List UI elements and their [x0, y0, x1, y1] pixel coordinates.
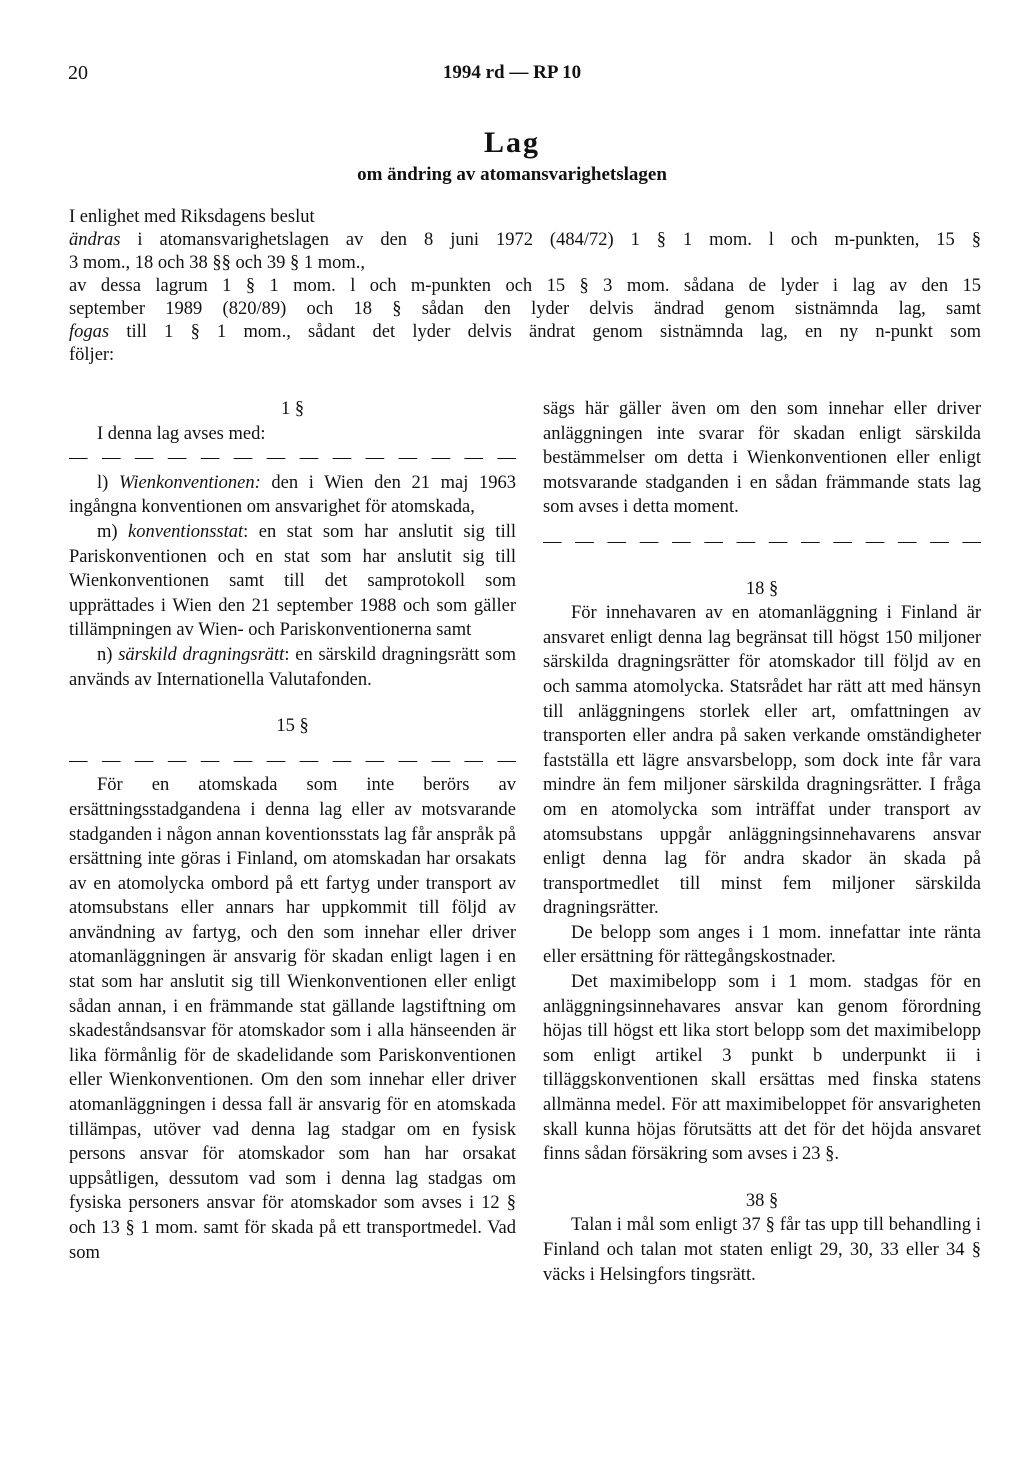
- running-head: 1994 rd — RP 10: [442, 62, 582, 83]
- section-1-lead: I denna lag avses med:: [97, 423, 266, 444]
- omission-dashes: — — — — — — — — — — — — — —: [69, 750, 516, 771]
- intro-line: följer:: [69, 345, 115, 365]
- section-18-paragraph-2: De belopp som anges i 1 mom. innefattar inte ränta eller ersättning för rättegångskostnader.: [543, 922, 981, 968]
- section-18-paragraph-3: Det maximibelopp som i 1 mom. stadgas för en anläggningsinnehavares ansvar kan genom förordning höjas till högst ett lika stort belopp som det maximibelopp som enligt artikel 3 punkt b underpunkt ii i tilläggskonventionen skall ersättas med finska statens allmänna medel. För att maximibeloppet för ansvarigheten skall kunna höjas förutsätts att det för det höjda ansvaret finns sådan försäkring som avses i 23 §.: [543, 972, 981, 1165]
- intro-line: [69, 321, 981, 344]
- section-38-heading: 38 §: [745, 1190, 779, 1211]
- section-18-heading: 18 §: [745, 578, 779, 599]
- section-38-text: Talan i mål som enligt 37 § får tas upp till behandling i Finland och talan mot staten enligt 29, 30, 33 eller 34 § väcks i Helsingfors tingsrätt.: [543, 1215, 981, 1285]
- page-number: 20: [68, 62, 88, 84]
- intro-amend-word: ändras: [69, 230, 121, 250]
- intro-line: 3 mom., 18 och 38 §§ och 39 § 1 mom.,: [69, 253, 365, 273]
- intro-line: [69, 229, 981, 252]
- section-15-heading: 15 §: [276, 716, 309, 737]
- section-1-item-m: m) konventionsstat: en stat som har anslutit sig till Pariskonventionen och en stat som har anslutit sig till Wienkonventionen samt till det samprotokoll som upprättades i Wien den 21 september 1988 och som gäller tillämpningen av Wien- och Pariskonventionerna samt: [69, 521, 516, 641]
- document-title: Lag: [483, 126, 540, 159]
- intro-line: I enlighet med Riksdagens beslut: [69, 207, 315, 227]
- omission-dashes: — — — — — — — — — — — — — —: [69, 448, 516, 469]
- section-15-text: För en atomskada som inte berörs av ersättningsstadgandena i denna lag eller av motsvarande stadganden i någon annan koventionsstats lag får anspråk på ersättning inte göras i Finland, om atomskadan har orsakats av en atomolycka ombord på ett fartyg under transport av atomsubstans eller annars har uppkommit till följd av användning av fartyg, och den som innehar eller driver atomanläggningen är ansvarig för skadan enligt lagen i en stat som har anslutit sig till Wienkonventionen eller enligt sådan annan, i en främmande stat gällande lagstiftning om skadeståndsansvar för atomskador som i alla hänseenden är lika förmånlig för de skadelidande som Pariskonventionen eller Wienkonventionen. Om den som innehar eller driver atomanläggningen i dessa fall är ansvarig för en atomskada tillämpas, utöver vad denna lag stadgar om en fysisk persons ansvar för atomskador som han har orsakat uppsåtligen, dessutom vad som i denna lag stadgas om fysiska personers ansvar för atomskador som avses i 12 § och 13 § 1 mom. samt för skada på ett transportmedel. Vad som: [69, 775, 516, 1263]
- document-subtitle: om ändring av atomansvarighetslagen: [357, 164, 667, 185]
- intro-text: i atomansvarighetslagen av den 8 juni 1972 (484/72) 1 § 1 mom. l och m-punkten, 15 §: [120, 230, 981, 250]
- left-column: [69, 397, 516, 1265]
- intro-add-word: fogas: [69, 322, 110, 342]
- intro-line: av dessa lagrum 1 § 1 mom. l och m-punkten och 15 § 3 mom. sådana de lyder i lag av den 15: [69, 276, 981, 296]
- section-18-paragraph-1: För innehavaren av en atomanläggning i Finland är ansvaret enligt denna lag begränsat till högst 150 miljoner särskilda dragningsrätter för atomskador till följd av en och samma atomolycka. Statsrådet har rätt att med hänsyn till anläggningens storlek eller art, omfattningen av transporten eller andra på saken verkande omständigheter fastställa ett lägre ansvarsbelopp, som dock inte får vara mindre än fem miljoner särskilda dragningsrätter. I fråga om en atomolycka som inträffat under transport av atomsubstans uppgår anläggningsinnehavarens ansvar enligt denna lag för andra skador än skada på transportmedlet till minst fem miljoner särskilda dragningsrätter.: [543, 603, 981, 919]
- enactment-clause: [69, 206, 981, 367]
- right-column: [543, 397, 981, 1287]
- section-1-item-n: n) särskild dragningsrätt: en särskild dragningsrätt som används av Internationella Valutafonden.: [69, 644, 517, 690]
- section-15-continued: sägs här gäller även om den som innehar eller driver anläggningen inte svarar för skadan enligt särskilda bestämmelser om detta i Wienkonventionen eller enligt motsvarande stadganden i en sådan främmande stats lag som avses i detta moment.: [543, 399, 981, 518]
- section-1-item-l: l) Wienkonventionen: den i Wien den 21 maj 1963 ingångna konventionen om ansvarighet för atomskada,: [69, 472, 516, 518]
- section-1-heading: 1 §: [280, 399, 305, 419]
- intro-text: till 1 § 1 mom., sådant det lyder delvis ändrat genom sistnämnda lag, en ny n-punkt som: [109, 322, 981, 342]
- omission-dashes: — — — — — — — — — — — — — —: [543, 531, 981, 552]
- intro-line: september 1989 (820/89) och 18 § sådan den lyder delvis ändrad genom sistnämnda lag, samt: [69, 299, 981, 319]
